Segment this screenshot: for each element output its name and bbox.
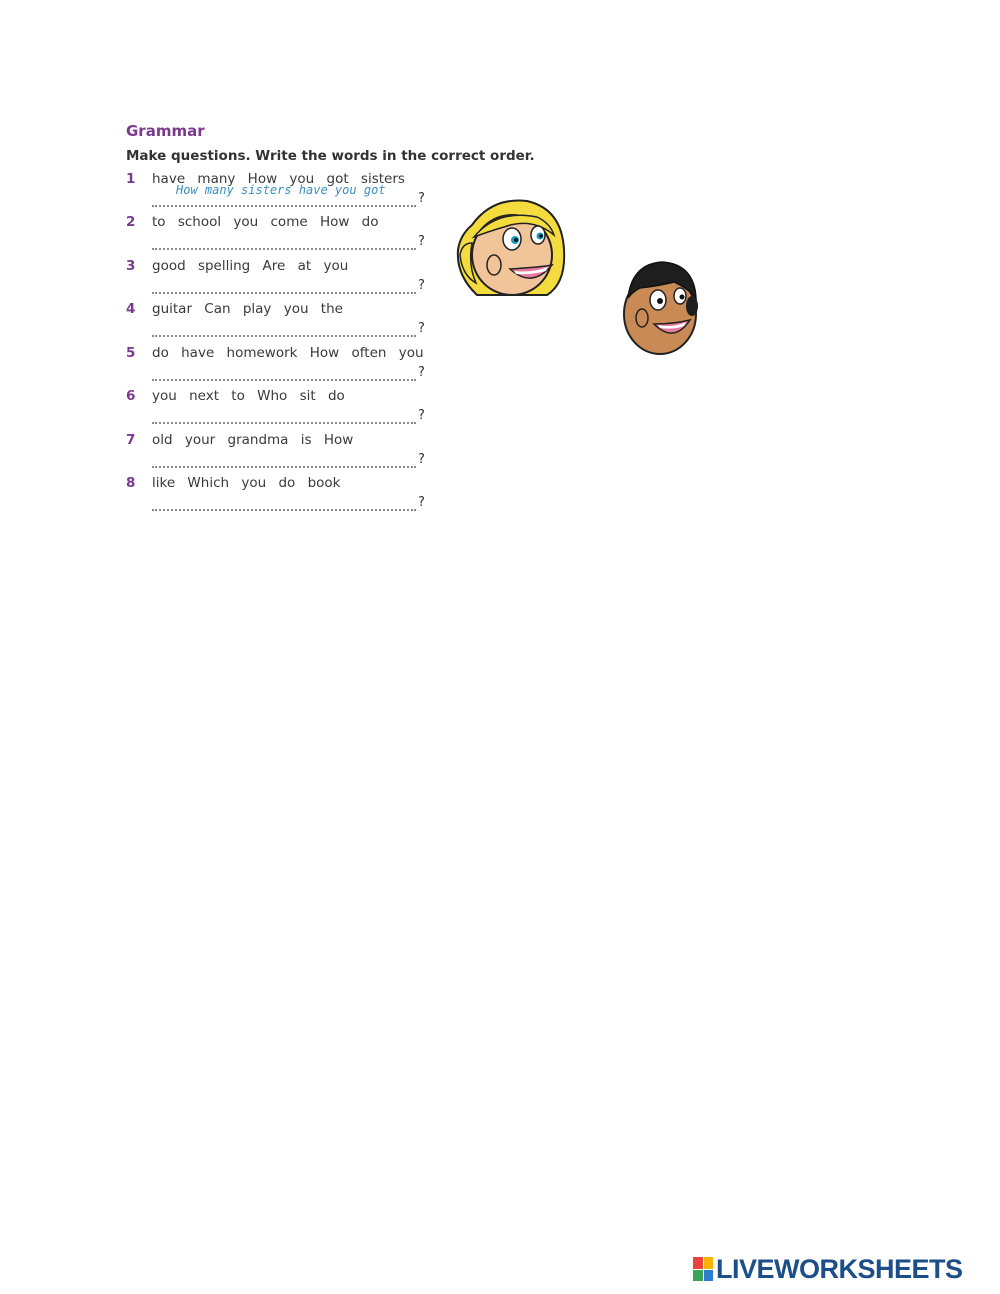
question-item xyxy=(126,171,436,215)
item-number: 2 xyxy=(126,214,136,230)
scrambled-words: old your grandma is How xyxy=(152,432,354,448)
girl-face-icon xyxy=(452,195,568,307)
logo-mark-icon xyxy=(693,1257,713,1281)
question-mark: ? xyxy=(418,365,425,380)
question-item xyxy=(126,388,436,432)
question-mark: ? xyxy=(418,191,425,206)
item-number: 6 xyxy=(126,388,136,404)
liveworksheets-logo xyxy=(693,1254,963,1284)
question-item xyxy=(126,301,436,345)
question-item xyxy=(126,214,436,258)
item-number: 5 xyxy=(126,345,136,361)
scrambled-words: good spelling Are at you xyxy=(152,258,349,274)
question-item xyxy=(126,475,436,519)
scrambled-words: to school you come How do xyxy=(152,214,379,230)
item-number: 3 xyxy=(126,258,136,274)
answer-field[interactable] xyxy=(152,363,416,381)
item-number: 4 xyxy=(126,301,136,317)
answer-example: How many sisters have you got xyxy=(176,183,386,197)
question-item xyxy=(126,345,436,389)
item-number: 1 xyxy=(126,171,136,187)
answer-field[interactable] xyxy=(152,232,416,250)
answer-field[interactable] xyxy=(152,493,416,511)
logo-text: LIVEWORKSHEETS xyxy=(716,1253,963,1284)
scrambled-words: have many How you got sisters xyxy=(152,171,405,187)
question-mark: ? xyxy=(418,321,425,336)
answer-field[interactable] xyxy=(152,450,416,468)
item-number: 7 xyxy=(126,432,136,448)
scrambled-words: guitar Can play you the xyxy=(152,301,343,317)
item-number: 8 xyxy=(126,475,136,491)
question-mark: ? xyxy=(418,234,425,249)
question-mark: ? xyxy=(418,408,425,423)
answer-field[interactable] xyxy=(152,319,416,337)
scrambled-words: do have homework How often you xyxy=(152,345,424,361)
scrambled-words: you next to Who sit do xyxy=(152,388,345,404)
answer-field[interactable] xyxy=(152,276,416,294)
boy-face-icon xyxy=(618,258,702,360)
question-mark: ? xyxy=(418,452,425,467)
question-mark: ? xyxy=(418,278,425,293)
instruction-text: Make questions. Write the words in the correct order. xyxy=(126,148,535,164)
question-item xyxy=(126,258,436,302)
section-title: Grammar xyxy=(126,122,205,140)
question-mark: ? xyxy=(418,495,425,510)
question-item xyxy=(126,432,436,476)
answer-field[interactable] xyxy=(152,406,416,424)
scrambled-words: like Which you do book xyxy=(152,475,341,491)
